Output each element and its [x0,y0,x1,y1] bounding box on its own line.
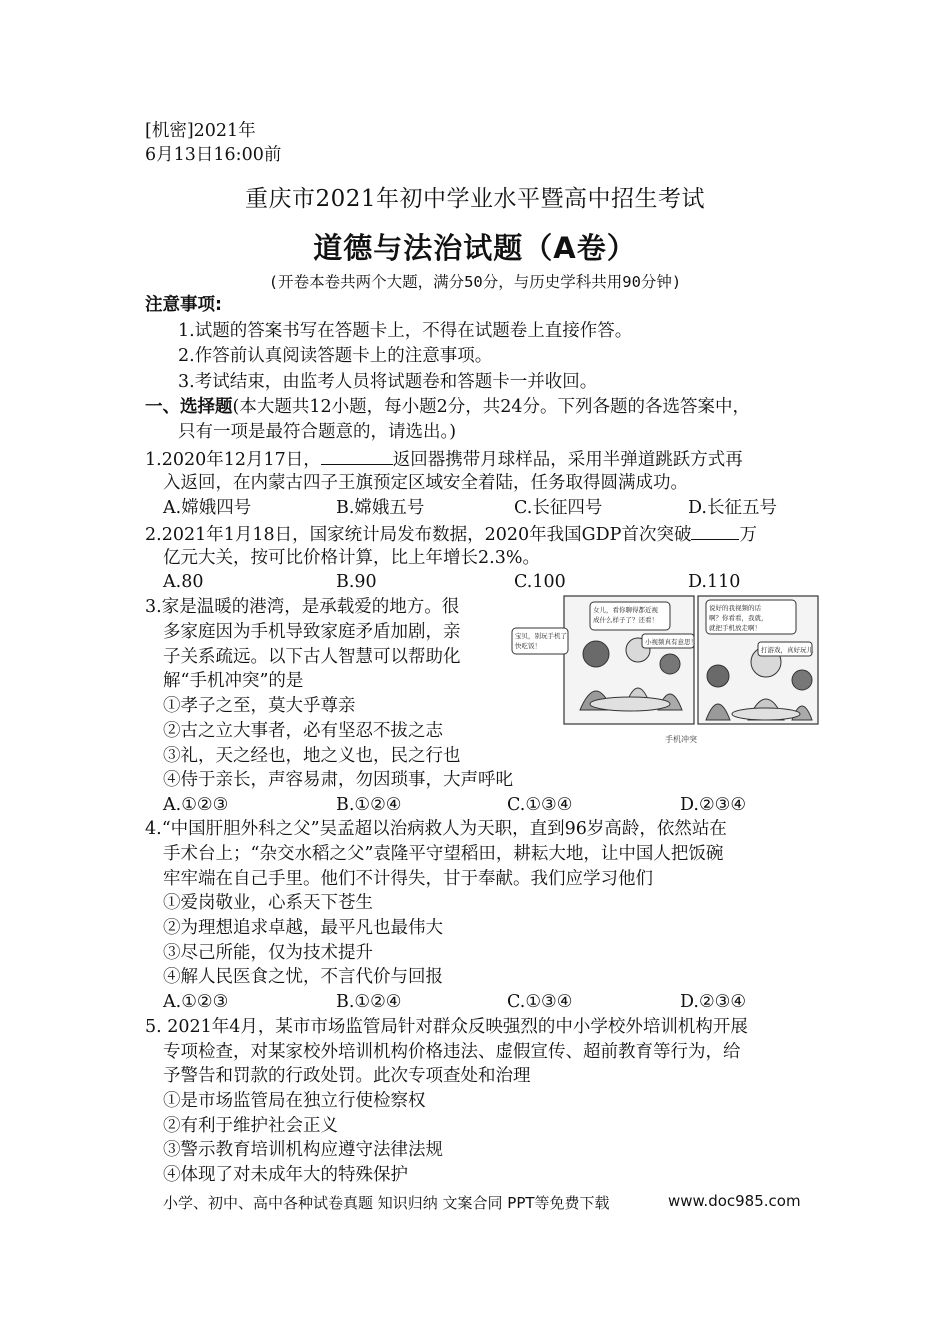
q2-text-pre: 2.2021年1月18日，国家统计局发布数据，2020年我国GDP首次突破 [145,525,692,545]
svg-text:快吃饭！: 快吃饭！ [515,642,541,650]
q2-option-c: C.100 [514,572,566,592]
q3-option-a: A.①②③ [163,795,229,815]
q4-item: ④解人民医食之忧，不言代价与回报 [163,967,443,987]
question-1 [145,446,743,472]
question-3: 3.家是温暖的港湾，是承载爱的地方。很 [145,597,460,617]
q3-option-b: B.①②④ [336,795,402,815]
q3-option-c: C.①③④ [507,795,573,815]
q1-text-post: 返回器携带月球样品，采用半弹道跳跃方式再 [392,450,743,470]
note-item: 2.作答前认真阅读答题卡上的注意事项。 [178,346,493,366]
q5-text-line: 专项检查，对某家校外培训机构价格违法、虚假宣传、超前教育等行为，给 [163,1042,741,1062]
q4-option-b: B.①②④ [336,992,402,1012]
exam-subtitle: (开卷本卷共两个大题，满分50分，与历史学科共用90分钟) [268,273,682,291]
q3-option-d: D.②③④ [680,795,747,815]
q3-text-line: 多家庭因为手机导致家庭矛盾加剧，亲 [163,622,461,642]
q3-item: ①孝子之至，莫大乎尊亲 [163,696,356,716]
svg-text:成什么样子了？还看！: 成什么样子了？还看！ [593,616,658,624]
comic-bubble-5: 打游戏，真好玩儿 [761,646,813,654]
q1-option-c: C.长征四号 [514,498,603,518]
q1-option-b: B.嫦娥五号 [336,498,425,518]
q2-blank [691,521,739,540]
section1-heading [145,395,750,419]
note-item: 1.试题的答案书写在答题卡上，不得在试题卷上直接作答。 [178,321,633,341]
comic-bubble-3: 小视频真有意思！ [645,638,697,646]
q3-item: ④侍于亲长，声容易肃，勿因琐事，大声呼叱 [163,770,513,790]
exam-title: 重庆市2021年初中学业水平暨高中招生考试 [244,186,706,212]
q5-item: ③警示教育培训机构应遵守法律法规 [163,1140,443,1160]
q4-item: ①爱岗敬业，心系天下苍生 [163,893,373,913]
comic-bubble-1: 宝贝，别玩手机了， [515,632,574,640]
svg-text:啊？你看看，我就，: 啊？你看看，我就， [709,614,768,622]
q2-option-b: B.90 [336,572,377,592]
question-5: 5. 2021年4月，某市市场监管局针对群众反映强烈的中小学校外培训机构开展 [145,1017,748,1037]
footer-url[interactable]: www.doc985.com [668,1192,801,1210]
q4-option-a: A.①②③ [163,992,229,1012]
q3-text-line: 解“手机冲突”的是 [163,671,304,691]
phone-conflict-comic [510,592,820,750]
question-2 [145,521,757,547]
q4-option-d: D.②③④ [680,992,747,1012]
question-4: 4.“中国肝胆外科之父”吴孟超以治病救人为天职，直到96岁高龄，依然站在 [145,819,727,839]
comic-caption: 手机冲突 [665,735,697,744]
q1-text-line2: 入返回，在内蒙古四子王旗预定区域安全着陆，任务取得圆满成功。 [163,473,688,493]
section1-label: 一、选择题 [145,397,233,417]
notes-heading: 注意事项: [145,295,222,315]
footer-text: 小学、初中、高中各种试卷真题 知识归纳 文案合同 PPT等免费下载 [163,1194,610,1212]
q5-text-line: 予警告和罚款的行政处罚。此次专项查处和治理 [163,1066,531,1086]
q4-text-line: 手术台上；“杂交水稻之父”袁隆平守望稻田，耕耘大地，让中国人把饭碗 [163,844,724,864]
q3-text-line: 子关系疏远。以下古人智慧可以帮助化 [163,647,461,667]
svg-text:就把手机放走啊！: 就把手机放走啊！ [709,624,761,632]
q4-item: ③尽己所能，仅为技术提升 [163,943,373,963]
note-item: 3.考试结束，由监考人员将试题卷和答题卡一并收回。 [178,372,598,392]
q3-item: ②古之立大事者，必有坚忍不拔之志 [163,721,443,741]
q4-item: ②为理想追求卓越，最平凡也最伟大 [163,918,443,938]
q2-option-d: D.110 [688,572,741,592]
comic-bubble-4: 说好的我视频的话 [709,604,761,612]
q1-option-a: A.嫦娥四号 [163,498,252,518]
subject-title: 道德与法治试题（A卷） [313,231,637,265]
q3-item: ③礼，天之经也，地之义也，民之行也 [163,746,461,766]
q4-text-line: 牢牢端在自己手里。他们不计得失，甘于奉献。我们应学习他们 [163,869,653,889]
deadline-label: 6月13日16:00前 [145,145,282,165]
q1-option-d: D.长征五号 [688,498,777,518]
section1-desc-cont: 只有一项是最符合题意的，请选出。) [178,422,457,442]
q1-blank [321,446,393,465]
q5-item: ①是市场监管局在独立行使检察权 [163,1091,426,1111]
q2-text-post: 万 [739,525,757,545]
q2-option-a: A.80 [163,572,204,592]
secret-label: [机密]2021年 [145,121,256,141]
section1-desc: (本大题共12小题，每小题2分，共24分。下列各题的各选答案中， [232,397,750,417]
comic-bubble-2: 女儿，看你聊得都近视 [593,606,658,614]
q1-text-pre: 1.2020年12月17日， [145,450,321,470]
q5-item: ④体现了对未成年大的特殊保护 [163,1165,408,1185]
q2-text-line2: 亿元大关，按可比价格计算，比上年增长2.3%。 [163,548,540,568]
q4-option-c: C.①③④ [507,992,573,1012]
q5-item: ②有利于维护社会正义 [163,1116,338,1136]
